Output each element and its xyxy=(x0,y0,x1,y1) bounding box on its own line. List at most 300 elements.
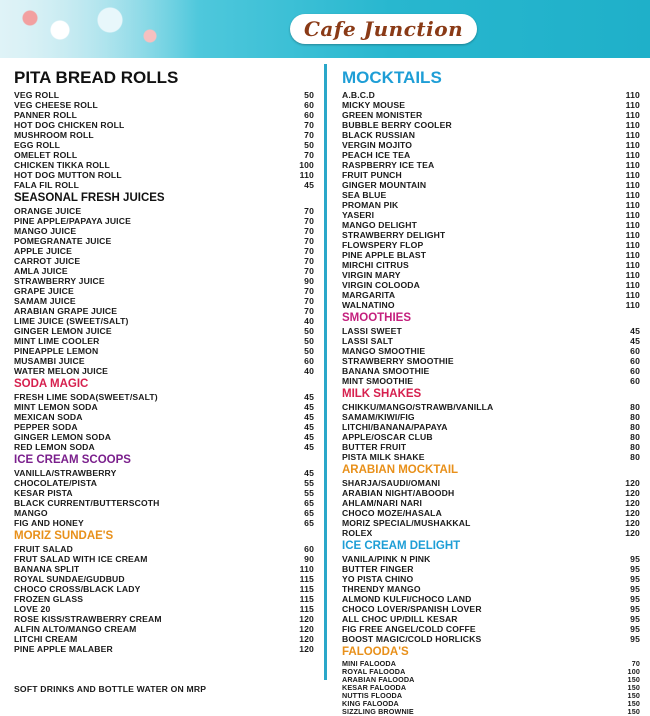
item-name: ROSE KISS/STRAWBERRY CREAM xyxy=(14,614,162,624)
menu-item xyxy=(342,120,640,130)
item-price: 60 xyxy=(304,544,314,554)
item-name: FRUT SALAD WITH ICE CREAM xyxy=(14,554,148,564)
menu-item xyxy=(342,110,640,120)
right-menu-column xyxy=(342,66,640,716)
item-price: 115 xyxy=(299,584,314,594)
item-name: FALA FIL ROLL xyxy=(14,180,79,190)
menu-item xyxy=(14,120,314,130)
item-price: 120 xyxy=(625,508,640,518)
item-name: BANANA SMOOTHIE xyxy=(342,366,430,376)
section-heading: FALOODA'S xyxy=(342,646,409,658)
menu-item xyxy=(342,564,640,574)
item-name: FLOWSPERY FLOP xyxy=(342,240,424,250)
item-price: 80 xyxy=(630,452,640,462)
item-name: CARROT JUICE xyxy=(14,256,81,266)
menu-item xyxy=(342,346,640,356)
menu-item xyxy=(342,160,640,170)
item-name: CHOCO LOVER/SPANISH LOVER xyxy=(342,604,482,614)
menu-item xyxy=(14,266,314,276)
item-price: 70 xyxy=(304,296,314,306)
item-price: 110 xyxy=(625,260,640,270)
item-price: 60 xyxy=(630,366,640,376)
item-price: 150 xyxy=(627,699,640,708)
item-price: 100 xyxy=(299,160,314,170)
item-name: LITCHI CREAM xyxy=(14,634,78,644)
item-price: 45 xyxy=(304,442,314,452)
item-price: 90 xyxy=(304,276,314,286)
item-price: 115 xyxy=(299,604,314,614)
item-name: PINE APPLE/PAPAYA JUICE xyxy=(14,216,131,226)
menu-item xyxy=(342,708,640,716)
item-price: 65 xyxy=(304,508,314,518)
item-price: 110 xyxy=(625,250,640,260)
column-divider xyxy=(324,64,327,680)
item-price: 70 xyxy=(304,120,314,130)
item-price: 110 xyxy=(625,230,640,240)
item-name: ROYAL SUNDAE/GUDBUD xyxy=(14,574,125,584)
item-name: LITCHI/BANANA/PAPAYA xyxy=(342,422,448,432)
section-milk-shakes xyxy=(342,388,640,462)
menu-item xyxy=(14,316,314,326)
item-name: MORIZ SPECIAL/MUSHAKKAL xyxy=(342,518,471,528)
item-price: 70 xyxy=(304,246,314,256)
item-name: NUTTIS FLOODA xyxy=(342,692,403,700)
section-heading: SEASONAL FRESH JUICES xyxy=(14,192,165,204)
menu-item xyxy=(342,270,640,280)
menu-item xyxy=(342,604,640,614)
menu-item xyxy=(342,614,640,624)
item-name: VANILA/PINK N PINK xyxy=(342,554,431,564)
item-price: 95 xyxy=(630,594,640,604)
item-name: WALNATINO xyxy=(342,300,395,310)
menu-item xyxy=(342,240,640,250)
item-price: 45 xyxy=(304,180,314,190)
menu-item xyxy=(342,280,640,290)
item-price: 60 xyxy=(304,100,314,110)
item-price: 60 xyxy=(630,346,640,356)
item-price: 110 xyxy=(625,100,640,110)
item-price: 110 xyxy=(299,564,314,574)
menu-item xyxy=(14,574,314,584)
menu-item xyxy=(14,594,314,604)
item-name: RED LEMON SODA xyxy=(14,442,95,452)
item-price: 80 xyxy=(630,432,640,442)
menu-item xyxy=(342,260,640,270)
section-heading: PITA BREAD ROLLS xyxy=(14,68,179,87)
item-name: GREEN MONISTER xyxy=(342,110,423,120)
section-heading: ICE CREAM DELIGHT xyxy=(342,540,461,552)
item-price: 45 xyxy=(630,326,640,336)
item-name: BANANA SPLIT xyxy=(14,564,80,574)
menu-item xyxy=(342,554,640,564)
menu-item xyxy=(14,508,314,518)
item-name: THRENDY MANGO xyxy=(342,584,421,594)
item-name: ARABIAN NIGHT/ABOODH xyxy=(342,488,455,498)
menu-item xyxy=(14,236,314,246)
item-price: 110 xyxy=(625,110,640,120)
section-smoothies xyxy=(342,312,640,386)
section-arabian-mocktail xyxy=(342,464,640,538)
menu-item xyxy=(342,220,640,230)
item-price: 40 xyxy=(304,366,314,376)
menu-item xyxy=(14,614,314,624)
item-price: 110 xyxy=(299,170,314,180)
section-soda-magic xyxy=(14,378,314,452)
item-name: MINI FALOODA xyxy=(342,660,397,668)
item-name: SAMAM/KIWI/FIG xyxy=(342,412,415,422)
item-price: 80 xyxy=(630,412,640,422)
section-heading: MORIZ SUNDAE'S xyxy=(14,530,114,542)
item-name: ALL CHOC UP/DILL KESAR xyxy=(342,614,458,624)
item-name: MINT LEMON SODA xyxy=(14,402,98,412)
section-heading: SMOOTHIES xyxy=(342,312,412,324)
item-price: 120 xyxy=(625,528,640,538)
item-name: WATER MELON JUICE xyxy=(14,366,109,376)
item-price: 70 xyxy=(304,236,314,246)
item-price: 95 xyxy=(630,554,640,564)
item-price: 150 xyxy=(627,707,640,716)
item-price: 70 xyxy=(304,206,314,216)
footer-note: SOFT DRINKS AND BOTTLE WATER ON MRP xyxy=(14,684,207,694)
menu-item xyxy=(14,130,314,140)
item-name: MANGO JUICE xyxy=(14,226,77,236)
item-name: VEG CHEESE ROLL xyxy=(14,100,98,110)
menu-item xyxy=(342,366,640,376)
item-name: ORANGE JUICE xyxy=(14,206,82,216)
section-pita-bread-rolls xyxy=(14,68,314,190)
section-heading: SODA MAGIC xyxy=(14,378,89,390)
item-price: 45 xyxy=(304,402,314,412)
item-price: 120 xyxy=(625,478,640,488)
menu-item xyxy=(342,376,640,386)
item-price: 110 xyxy=(625,140,640,150)
item-name: FRESH LIME SODA(SWEET/SALT) xyxy=(14,392,158,402)
section-ice-cream-delight xyxy=(342,540,640,644)
item-price: 110 xyxy=(625,160,640,170)
item-price: 70 xyxy=(304,216,314,226)
menu-item xyxy=(342,452,640,462)
item-name: MIRCHI CITRUS xyxy=(342,260,409,270)
item-price: 70 xyxy=(304,150,314,160)
menu-item xyxy=(14,412,314,422)
item-name: VIRGIN COLOODA xyxy=(342,280,421,290)
item-name: BUTTER FRUIT xyxy=(342,442,407,452)
menu-item xyxy=(14,432,314,442)
item-price: 45 xyxy=(304,412,314,422)
item-name: STRAWBERRY DELIGHT xyxy=(342,230,446,240)
menu-item xyxy=(342,668,640,676)
menu-item xyxy=(14,604,314,614)
section-heading: ARABIAN MOCKTAIL xyxy=(342,464,459,476)
left-menu-column xyxy=(14,66,314,654)
item-price: 110 xyxy=(625,190,640,200)
section-seasonal-fresh-juices xyxy=(14,192,314,376)
item-name: YASERI xyxy=(342,210,375,220)
menu-item xyxy=(14,100,314,110)
menu-item xyxy=(342,200,640,210)
item-price: 110 xyxy=(625,130,640,140)
item-price: 60 xyxy=(304,356,314,366)
drinks-illustration-icon xyxy=(0,0,200,58)
menu-item xyxy=(14,498,314,508)
item-price: 50 xyxy=(304,140,314,150)
menu-item xyxy=(14,564,314,574)
menu-item xyxy=(14,392,314,402)
menu-item xyxy=(342,478,640,488)
item-price: 110 xyxy=(625,180,640,190)
item-price: 50 xyxy=(304,326,314,336)
item-name: MUSAMBI JUICE xyxy=(14,356,85,366)
item-name: LASSI SALT xyxy=(342,336,393,346)
menu-item xyxy=(342,180,640,190)
item-name: A.B.C.D xyxy=(342,90,376,100)
menu-item xyxy=(342,230,640,240)
item-price: 110 xyxy=(625,280,640,290)
item-price: 70 xyxy=(304,226,314,236)
item-price: 120 xyxy=(299,614,314,624)
item-name: ROYAL FALOODA xyxy=(342,668,406,676)
item-name: PROMAN PIK xyxy=(342,200,399,210)
item-price: 150 xyxy=(627,691,640,700)
menu-item xyxy=(14,422,314,432)
item-name: MANGO xyxy=(14,508,48,518)
item-name: KING FALOODA xyxy=(342,700,399,708)
menu-item xyxy=(14,286,314,296)
item-name: SHARJA/SAUDI/OMANI xyxy=(342,478,441,488)
menu-item xyxy=(14,442,314,452)
menu-item xyxy=(342,508,640,518)
menu-item xyxy=(14,306,314,316)
item-name: ROLEX xyxy=(342,528,373,538)
item-name: MINT SMOOTHIE xyxy=(342,376,414,386)
menu-item xyxy=(342,412,640,422)
menu-item xyxy=(342,432,640,442)
item-name: VEG ROLL xyxy=(14,90,60,100)
item-price: 50 xyxy=(304,90,314,100)
item-name: GINGER LEMON SODA xyxy=(14,432,112,442)
item-name: APPLE/OSCAR CLUB xyxy=(342,432,433,442)
item-price: 60 xyxy=(630,356,640,366)
menu-item xyxy=(14,584,314,594)
item-name: MARGARITA xyxy=(342,290,396,300)
item-name: PINE APPLE MALABER xyxy=(14,644,113,654)
item-price: 110 xyxy=(625,210,640,220)
item-price: 70 xyxy=(304,266,314,276)
item-price: 95 xyxy=(630,574,640,584)
item-name: APPLE JUICE xyxy=(14,246,73,256)
menu-item xyxy=(342,498,640,508)
item-price: 45 xyxy=(304,422,314,432)
menu-item xyxy=(342,594,640,604)
menu-item xyxy=(14,402,314,412)
item-name: BUBBLE BERRY COOLER xyxy=(342,120,452,130)
item-name: MUSHROOM ROLL xyxy=(14,130,94,140)
item-price: 95 xyxy=(630,564,640,574)
menu-item xyxy=(14,366,314,376)
item-name: VERGIN MOJITO xyxy=(342,140,413,150)
menu-item xyxy=(342,100,640,110)
menu-item xyxy=(342,300,640,310)
menu-item xyxy=(342,660,640,668)
item-price: 120 xyxy=(299,624,314,634)
item-price: 45 xyxy=(304,392,314,402)
item-name: FRUIT PUNCH xyxy=(342,170,402,180)
menu-item xyxy=(342,130,640,140)
menu-item xyxy=(342,676,640,684)
menu-item xyxy=(14,170,314,180)
item-name: GINGER LEMON JUICE xyxy=(14,326,112,336)
item-price: 45 xyxy=(304,432,314,442)
item-name: STRAWBERRY SMOOTHIE xyxy=(342,356,454,366)
menu-item xyxy=(14,644,314,654)
menu-item xyxy=(14,296,314,306)
item-name: BLACK CURRENT/BUTTERSCOTH xyxy=(14,498,160,508)
item-price: 50 xyxy=(304,346,314,356)
menu-item xyxy=(342,290,640,300)
item-name: GINGER MOUNTAIN xyxy=(342,180,427,190)
menu-item xyxy=(14,346,314,356)
cafe-logo xyxy=(290,14,477,44)
section-heading: ICE CREAM SCOOPS xyxy=(14,454,131,466)
item-price: 70 xyxy=(304,286,314,296)
menu-item xyxy=(14,276,314,286)
item-price: 70 xyxy=(304,306,314,316)
item-price: 80 xyxy=(630,442,640,452)
menu-item xyxy=(14,90,314,100)
item-name: HOT DOG MUTTON ROLL xyxy=(14,170,122,180)
item-price: 55 xyxy=(304,478,314,488)
menu-item xyxy=(342,402,640,412)
item-name: ALMOND KULFI/CHOCO LAND xyxy=(342,594,472,604)
item-price: 45 xyxy=(630,336,640,346)
item-name: VANILLA/STRAWBERRY xyxy=(14,468,117,478)
menu-item xyxy=(342,210,640,220)
item-name: RASPBERRY ICE TEA xyxy=(342,160,435,170)
item-name: LIME JUICE (SWEET/SALT) xyxy=(14,316,129,326)
item-name: PEPPER SODA xyxy=(14,422,78,432)
item-price: 70 xyxy=(304,256,314,266)
menu-item xyxy=(14,356,314,366)
item-name: FIG AND HONEY xyxy=(14,518,84,528)
menu-item xyxy=(14,246,314,256)
item-name: AMLA JUICE xyxy=(14,266,68,276)
menu-item xyxy=(14,140,314,150)
menu-item xyxy=(342,356,640,366)
item-price: 80 xyxy=(630,402,640,412)
menu-item xyxy=(342,250,640,260)
item-price: 120 xyxy=(625,498,640,508)
item-price: 80 xyxy=(630,422,640,432)
menu-item xyxy=(14,478,314,488)
menu-item xyxy=(342,326,640,336)
header-banner xyxy=(0,0,650,58)
item-name: VIRGIN MARY xyxy=(342,270,401,280)
item-price: 110 xyxy=(625,120,640,130)
item-name: SAMAM JUICE xyxy=(14,296,76,306)
item-name: KESAR FALOODA xyxy=(342,684,407,692)
item-price: 110 xyxy=(625,240,640,250)
section-moriz-sundae-s xyxy=(14,530,314,654)
item-price: 95 xyxy=(630,614,640,624)
item-name: ARABIAN GRAPE JUICE xyxy=(14,306,118,316)
menu-item xyxy=(14,216,314,226)
menu-item xyxy=(342,584,640,594)
section-falooda-s xyxy=(342,646,640,716)
menu-item xyxy=(14,110,314,120)
item-price: 110 xyxy=(625,150,640,160)
menu-item xyxy=(342,700,640,708)
item-name: MEXICAN SODA xyxy=(14,412,83,422)
menu-item xyxy=(14,518,314,528)
menu-item xyxy=(14,326,314,336)
menu-item xyxy=(342,170,640,180)
item-name: STRAWBERRY JUICE xyxy=(14,276,105,286)
item-price: 55 xyxy=(304,488,314,498)
item-name: CHOCO CROSS/BLACK LADY xyxy=(14,584,141,594)
item-name: FROZEN GLASS xyxy=(14,594,84,604)
item-price: 45 xyxy=(304,468,314,478)
item-price: 110 xyxy=(625,270,640,280)
item-price: 65 xyxy=(304,498,314,508)
item-name: PINEAPPLE LEMON xyxy=(14,346,99,356)
item-name: SIZZLING BROWNIE xyxy=(342,708,414,716)
menu-item xyxy=(342,422,640,432)
item-name: SEA BLUE xyxy=(342,190,387,200)
item-price: 120 xyxy=(299,644,314,654)
menu-item xyxy=(342,150,640,160)
menu-item xyxy=(14,160,314,170)
item-name: PINE APPLE BLAST xyxy=(342,250,427,260)
menu-item xyxy=(342,692,640,700)
item-price: 95 xyxy=(630,584,640,594)
item-price: 95 xyxy=(630,604,640,614)
item-price: 150 xyxy=(627,683,640,692)
menu-item xyxy=(14,206,314,216)
item-price: 110 xyxy=(625,200,640,210)
item-price: 120 xyxy=(299,634,314,644)
menu-item xyxy=(342,624,640,634)
menu-item xyxy=(342,488,640,498)
section-ice-cream-scoops xyxy=(14,454,314,528)
item-name: PANNER ROLL xyxy=(14,110,78,120)
menu-item xyxy=(342,90,640,100)
item-price: 110 xyxy=(625,170,640,180)
item-name: CHOCO MOZE/HASALA xyxy=(342,508,442,518)
item-name: MANGO SMOOTHIE xyxy=(342,346,426,356)
menu-item xyxy=(342,684,640,692)
menu-item xyxy=(14,336,314,346)
item-price: 100 xyxy=(627,667,640,676)
item-price: 70 xyxy=(631,659,640,668)
item-price: 110 xyxy=(625,90,640,100)
item-name: LASSI SWEET xyxy=(342,326,402,336)
item-price: 95 xyxy=(630,624,640,634)
item-price: 95 xyxy=(630,634,640,644)
item-name: PEACH ICE TEA xyxy=(342,150,411,160)
item-price: 120 xyxy=(625,518,640,528)
item-name: KESAR PISTA xyxy=(14,488,73,498)
item-name: AHLAM/NARI NARI xyxy=(342,498,423,508)
item-name: CHOCOLATE/PISTA xyxy=(14,478,98,488)
item-price: 60 xyxy=(630,376,640,386)
item-name: ARABIAN FALOODA xyxy=(342,676,415,684)
menu-item xyxy=(14,624,314,634)
item-name: EGG ROLL xyxy=(14,140,61,150)
menu-item xyxy=(342,442,640,452)
item-name: CHICKEN TIKKA ROLL xyxy=(14,160,110,170)
section-heading: MILK SHAKES xyxy=(342,388,422,400)
menu-item xyxy=(342,140,640,150)
